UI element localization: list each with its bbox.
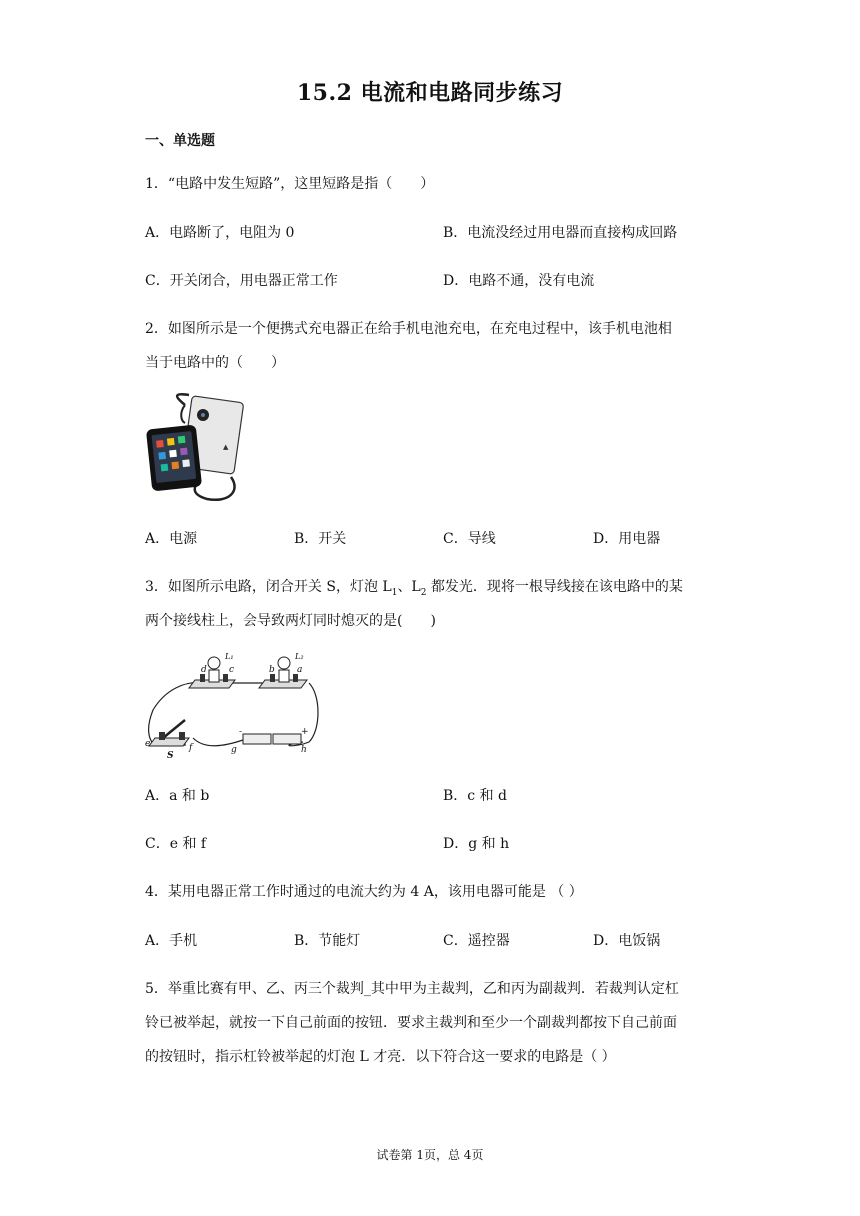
- question-3-option-c: C．e 和 f: [145, 836, 207, 852]
- circuit-label-g: g: [231, 745, 237, 755]
- question-3-stem-line-2: 两个接线柱上，会导致两灯同时熄灭的是( ): [145, 613, 436, 629]
- question-2-option-b: B．开关: [294, 531, 347, 547]
- question-3-stem-line-1: 3．如图所示电路，闭合开关 S，灯泡 $L_1$、$L_2$ 都发光．现将一根导线接在该电路中的某: [145, 579, 683, 598]
- circuit-label-minus: -: [239, 727, 243, 737]
- question-5-stem-line-2: 铃已被举起，就按一下自己前面的按钮．要求主裁判和至少一个副裁判都按下自己前面: [145, 1015, 677, 1031]
- page-title: 15.2 电流和电路同步练习: [296, 80, 564, 106]
- question-5-stem-line-3: 的按钮时，指示杠铃被举起的灯泡 L 才亮．以下符合这一要求的电路是（ ）: [145, 1049, 616, 1065]
- circuit-label-d: d: [201, 665, 207, 675]
- question-1-option-c: C．开关闭合，用电器正常工作: [145, 273, 338, 289]
- circuit-label-l2: L₂: [295, 652, 304, 661]
- svg-text:▲: ▲: [223, 443, 229, 451]
- question-4-option-c: C．遥控器: [443, 933, 510, 949]
- question-4-stem: 4．某用电器正常工作时通过的电流大约为 4 A，该用电器可能是 （ ）: [145, 884, 583, 900]
- circuit-label-l1: L₁: [225, 652, 234, 661]
- circuit-label-e: e: [145, 739, 151, 749]
- circuit-label-f: f: [189, 743, 193, 753]
- question-1-option-d: D．电路不通，没有电流: [443, 273, 595, 289]
- circuit-label-b: b: [269, 665, 275, 675]
- question-1-stem: 1．“电路中发生短路”，这里短路是指（ ）: [145, 176, 435, 192]
- circuit-label-plus: +: [301, 727, 309, 737]
- question-4-option-b: B．节能灯: [294, 933, 361, 949]
- question-2-stem-line-2: 当于电路中的（ ）: [145, 355, 285, 371]
- circuit-label-a: a: [297, 665, 303, 675]
- question-3-option-a: A．a 和 b: [145, 788, 210, 804]
- circuit-label-h: h: [301, 745, 307, 755]
- question-2-option-d: D．用电器: [593, 531, 661, 547]
- question-2-stem-line-1: 2．如图所示是一个便携式充电器正在给手机电池充电，在充电过程中，该手机电池相: [145, 321, 672, 337]
- question-4-option-d: D．电饭锅: [593, 933, 661, 949]
- question-2-option-c: C．导线: [443, 531, 496, 547]
- circuit-figure: [145, 650, 321, 760]
- circuit-label-c: c: [229, 665, 235, 675]
- charger-phone-figure: [145, 391, 245, 505]
- circuit-label-s: S: [167, 751, 174, 760]
- question-5-stem-line-1: 5．举重比赛有甲、乙、丙三个裁判_其中甲为主裁判，乙和丙为副裁判．若裁判认定杠: [145, 981, 679, 997]
- question-4-option-a: A．手机: [145, 933, 198, 949]
- question-2-option-a: A．电源: [145, 531, 198, 547]
- question-1-option-a: A．电路断了，电阻为 0: [145, 225, 295, 241]
- page-footer: 试卷第 1页，总 4页: [376, 1148, 484, 1162]
- section-heading: 一、单选题: [145, 133, 215, 149]
- question-3-option-d: D．g 和 h: [443, 836, 510, 852]
- question-1-option-b: B．电流没经过用电器而直接构成回路: [443, 225, 678, 241]
- question-3-option-b: B．c 和 d: [443, 788, 507, 804]
